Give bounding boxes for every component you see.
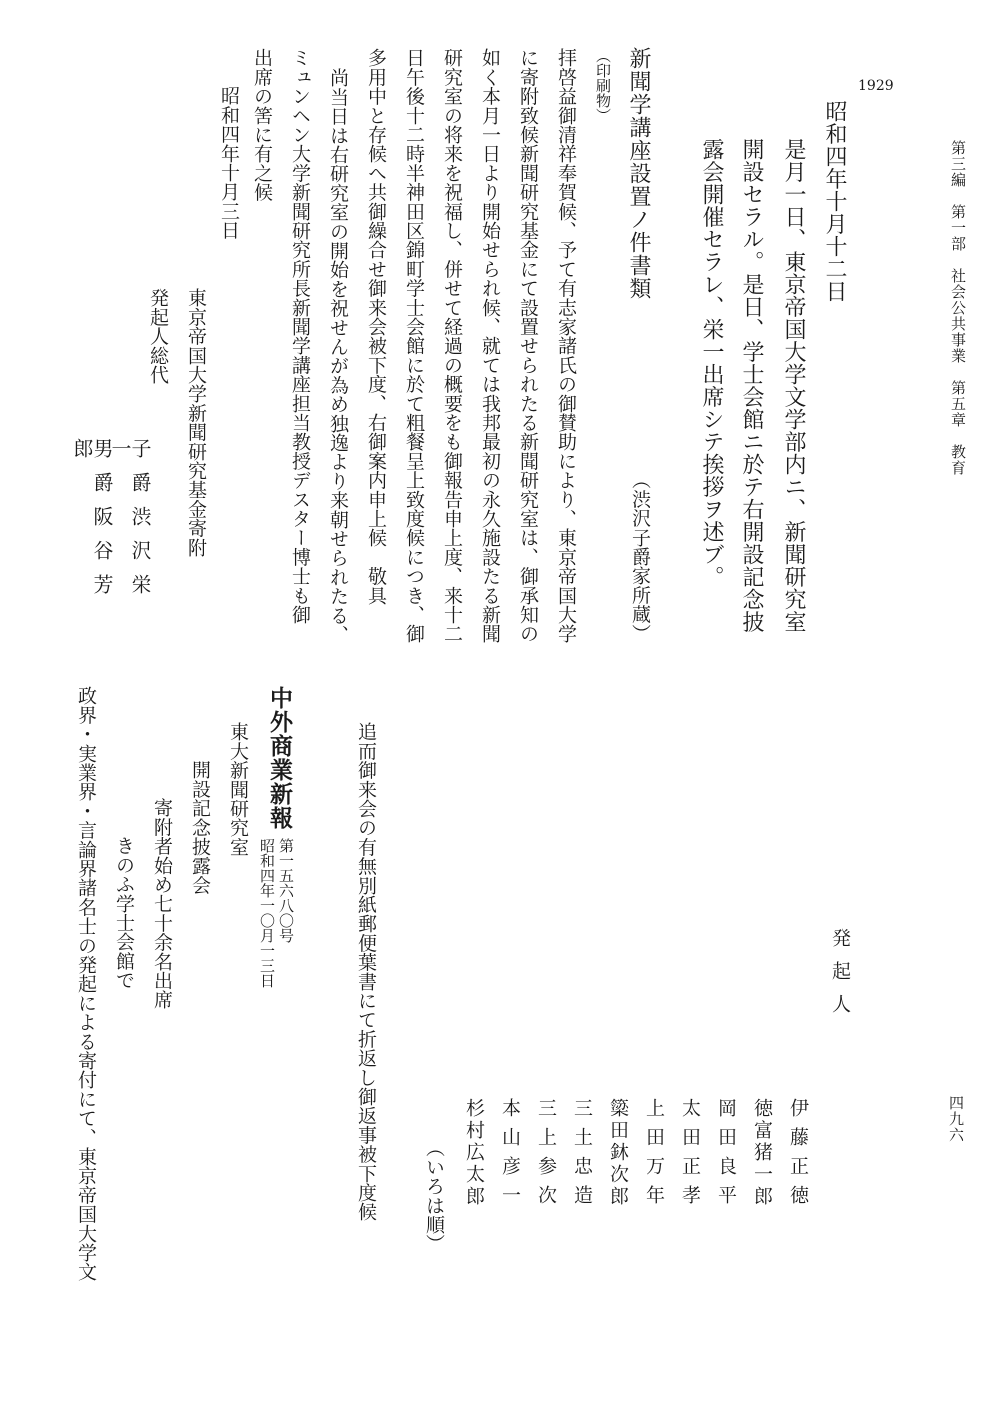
- promoter-name: 太田正孝: [679, 1098, 701, 1214]
- org-line: 東京帝国大学新聞研究基金寄附: [185, 288, 207, 557]
- iroha-note: （いろは順）: [423, 1138, 445, 1254]
- representative-name: [110, 438, 150, 628]
- promoter-name: 伊藤正徳: [787, 1098, 809, 1214]
- running-header: 第三編 第一部 社会公共事業 第五章 教育: [949, 140, 967, 476]
- document-source: （渋沢子爵家所蔵）: [629, 470, 651, 643]
- representative-name-text: 男爵阪谷芳郎: [70, 438, 114, 608]
- letter-line: 多用中と存候へ共御繰合せ御来会被下度、右御案内申上候 敬具: [365, 48, 387, 605]
- headline: 東大新聞研究室: [227, 722, 249, 857]
- promoter-name: 本山彦一: [499, 1098, 521, 1214]
- newspaper-issue-date: 昭和四年一〇月一三日: [258, 838, 276, 988]
- representative-name-text: 子爵渋沢栄一: [108, 438, 152, 608]
- letter-line: 出席の筈に有之候: [251, 48, 273, 202]
- promoter-name: 三上参次: [535, 1098, 557, 1214]
- promoter-name: 徳富猪一郎: [751, 1098, 773, 1208]
- letter-line: に寄附致候新聞研究基金にて設置せられたる新聞研究室は、御承知の: [517, 48, 539, 644]
- headline: 寄附者始め七十余名出席: [151, 798, 173, 1010]
- entry-year: 1929: [858, 78, 894, 94]
- headline: きのふ学士会館で: [113, 836, 135, 990]
- postscript: 追而御来会の有無別紙郵便葉書にて折返し御返事被下度候: [355, 722, 377, 1222]
- promoter-name: 岡田良平: [715, 1098, 737, 1214]
- headline: 開設記念披露会: [189, 760, 211, 895]
- article-body-line: 政界・実業界・言論界諸名士の発起による寄付にて、東京帝国大学文: [75, 686, 97, 1282]
- letter-line: 日午後十二時半神田区錦町学士会館に於て粗餐呈上致度候につき、御: [403, 48, 425, 644]
- entry-summary-line: 是月一日、東京帝国大学文学部内ニ、新聞研究室: [781, 138, 806, 633]
- promoter-name: 三土忠造: [571, 1098, 593, 1214]
- promoter-name: 上田万年: [643, 1098, 665, 1214]
- entry-date: 昭和四年十月十二日: [822, 100, 847, 303]
- page-number: 四九六: [947, 1095, 965, 1143]
- letter-date: 昭和四年十月三日: [218, 86, 240, 240]
- newspaper-issue: 第一五六八〇号: [277, 838, 295, 943]
- entry-summary-line: 露会開催セラレ、栄一出席シテ挨拶ヲ述ブ。: [699, 138, 724, 588]
- representative-name: [72, 438, 112, 628]
- document-note: （印刷物）: [594, 48, 612, 123]
- letter-line: 研究室の将来を祝福し、併せて経過の概要をも御報告申上度、来十二: [441, 48, 463, 644]
- promoter-name: 簗田鈢次郎: [607, 1098, 629, 1208]
- newspaper-name: 中外商業新報: [266, 686, 293, 830]
- promoters-label: 発起人: [829, 928, 851, 1027]
- document-title: 新聞学講座設置ノ件書類: [626, 47, 651, 300]
- letter-line: 尚当日は右研究室の開始を祝せんが為め独逸より来朝せられたる、: [327, 68, 349, 644]
- org-line: 発起人総代: [147, 288, 169, 384]
- promoter-name: 杉村広太郎: [463, 1098, 485, 1208]
- entry-summary-line: 開設セラル。是日、学士会館ニ於テ右開設記念披: [739, 138, 764, 633]
- letter-line: 如く本月一日より開始せられ候、就ては我邦最初の永久施設たる新聞: [479, 48, 501, 644]
- letter-line: ミュンヘン大学新聞研究所長新聞学講座担当教授デスター博士も御: [289, 48, 311, 624]
- letter-line: 拝啓益御清祥奉賀候、予て有志家諸氏の御賛助により、東京帝国大学: [555, 48, 577, 644]
